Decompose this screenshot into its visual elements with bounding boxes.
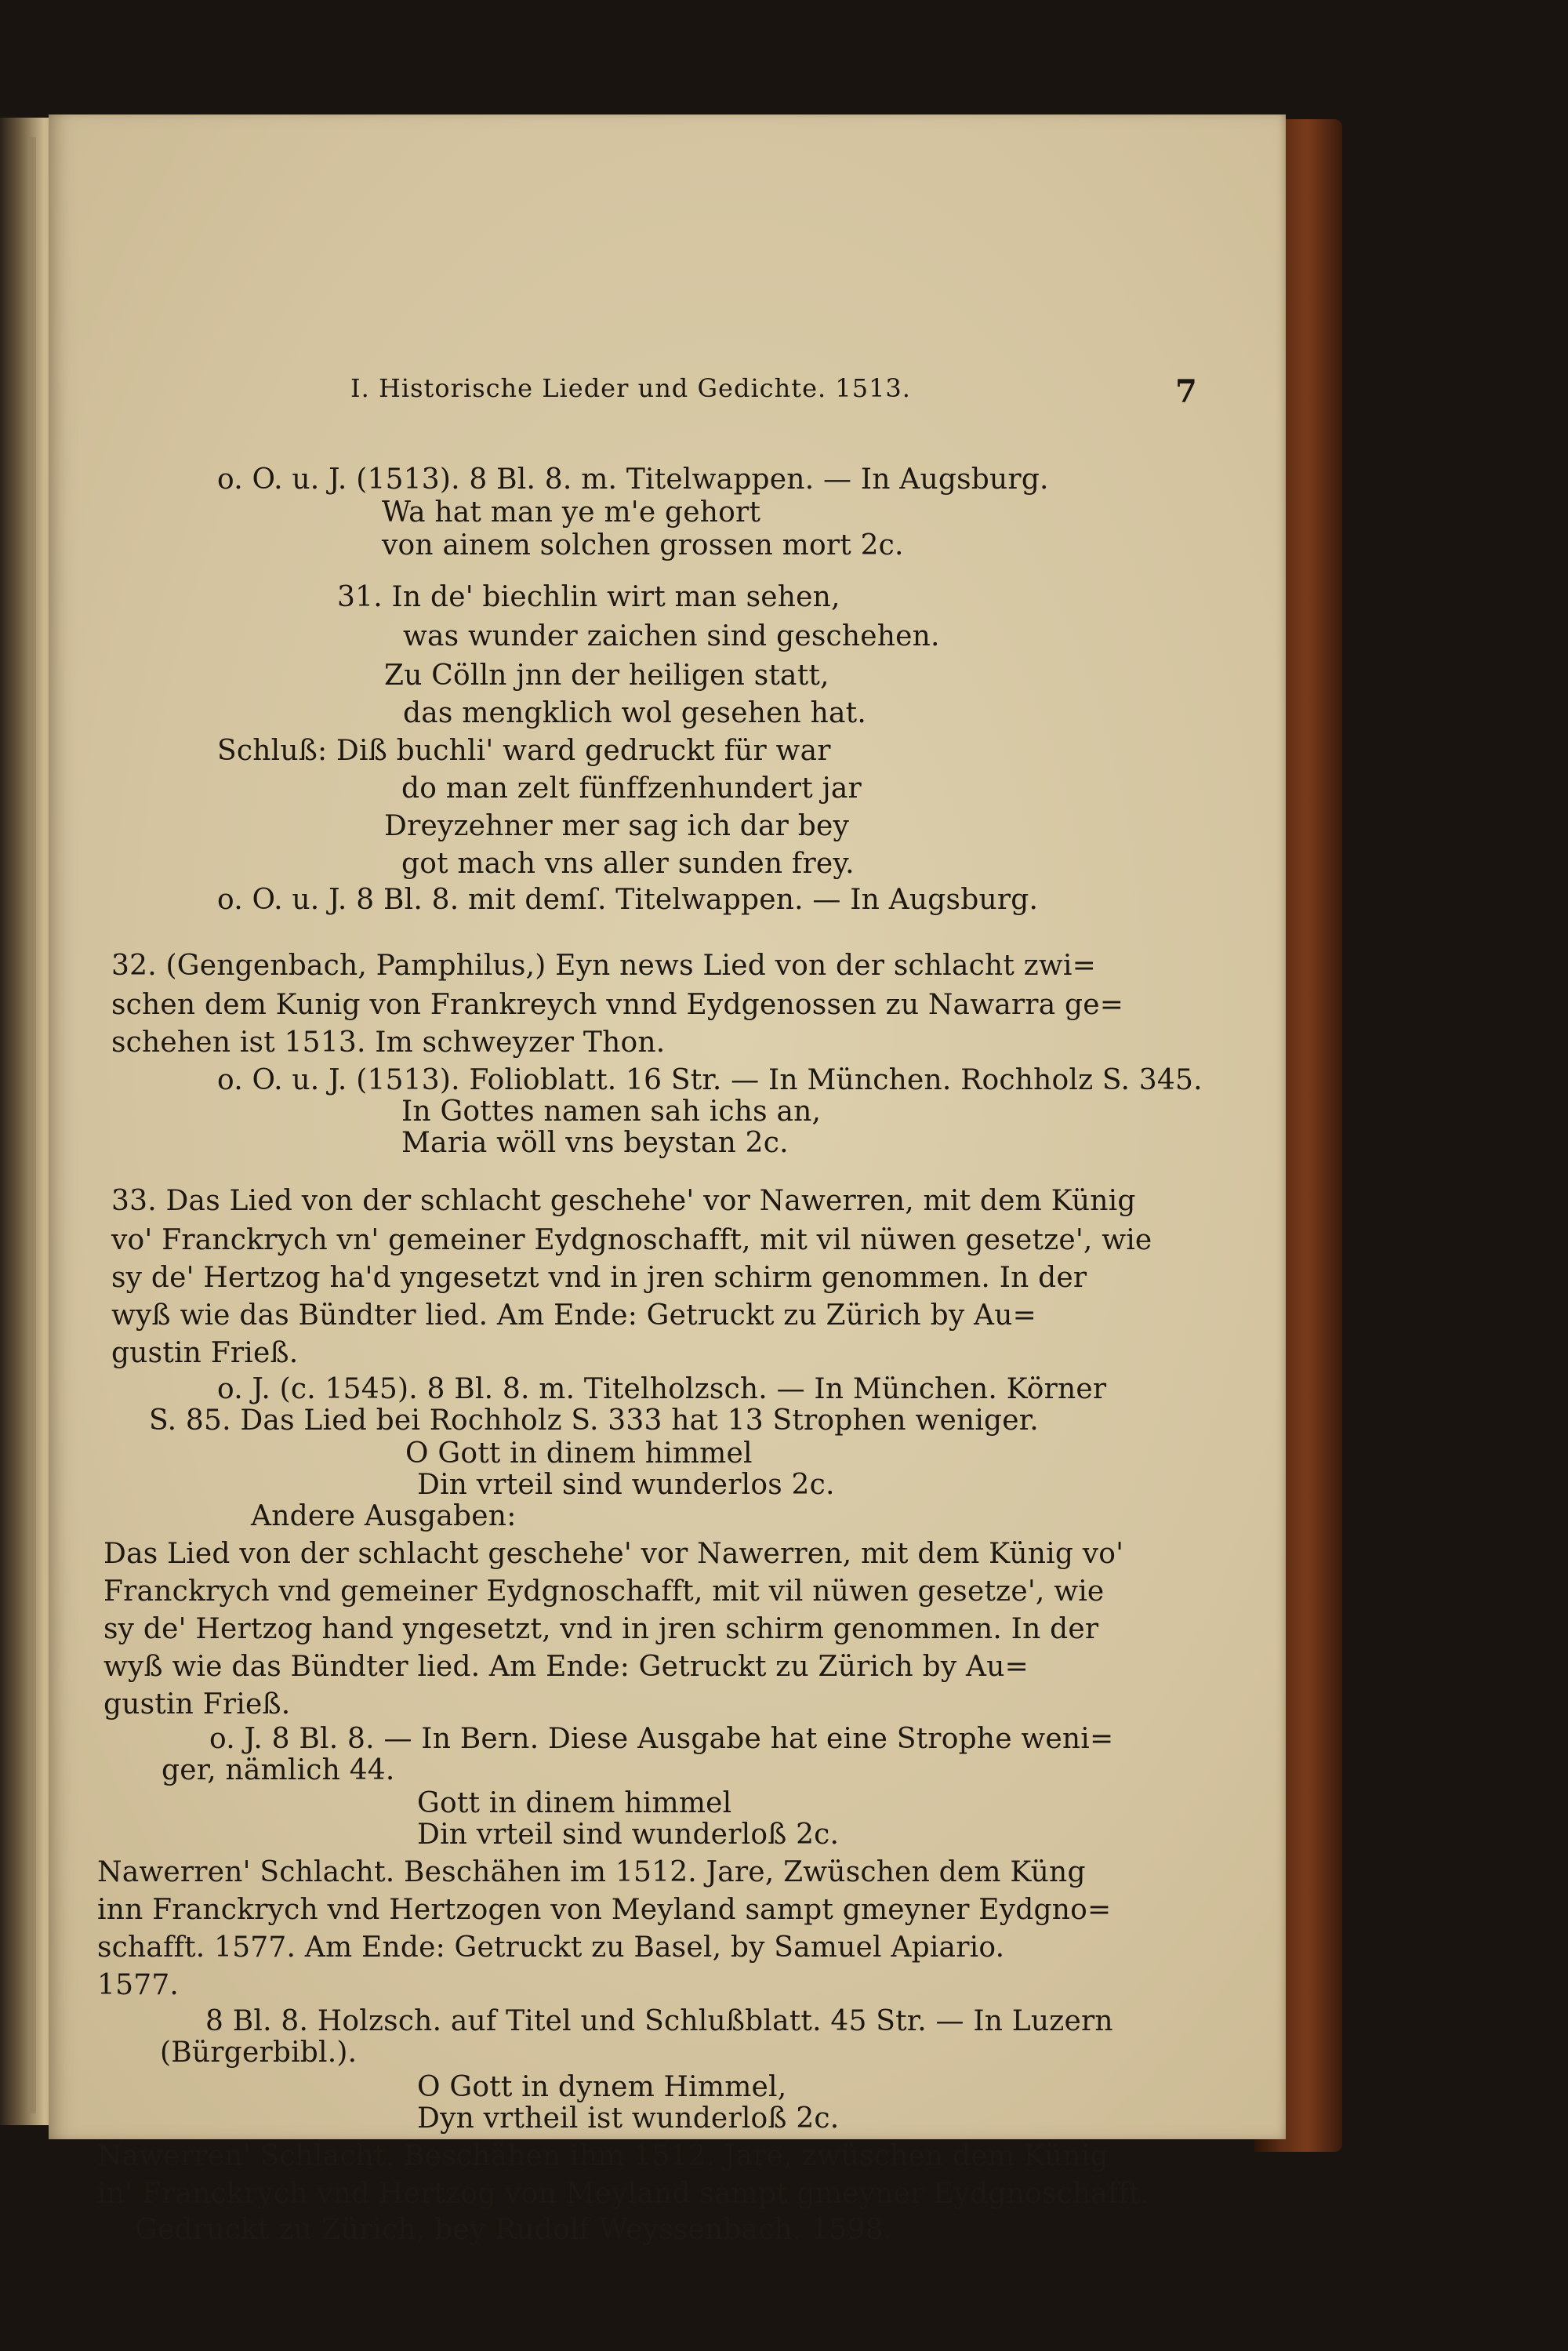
entry-33-line: sy de' Hertzog ha'd yngesetzt vnd in jren schirm genommen. In der — [111, 1262, 1087, 1294]
page-number: 7 — [1175, 373, 1197, 410]
entry-33-line: (Bürgerbibl.). — [160, 2037, 358, 2069]
entry-32-line: In Gottes namen sah ichs an, — [401, 1096, 822, 1128]
entry-33-line: Din vrteil sind wunderloß 2c. — [417, 1819, 840, 1851]
entry-33-line: o. J. 8 Bl. 8. — In Bern. Diese Ausgabe hat eine Strophe weni= — [209, 1723, 1114, 1755]
entry-32-line: Maria wöll vns beystan 2c. — [401, 1127, 789, 1159]
entry-33-line: Nawerren' Schlacht. Beschähen im 1512. Jare, Zwüschen dem Küng — [97, 1856, 1086, 1888]
entry-33-line: wyß wie das Bündter lied. Am Ende: Getruckt zu Zürich by Au= — [111, 1299, 1036, 1332]
entry-33-line: Franckrych vnd gemeiner Eydgnoschafft, mit vil nüwen gesetze', wie — [103, 1575, 1105, 1608]
entry-32-line: schehen ist 1513. Im schweyzer Thon. — [111, 1027, 666, 1059]
entry-33-line: Das Lied von der schlacht geschehe' vor Nawerren, mit dem Künig vo' — [103, 1538, 1124, 1570]
entry-31-line: Dreyzehner mer sag ich dar bey — [384, 810, 849, 842]
entry-33-line: sy de' Hertzog hand yngesetzt, vnd in jren schirm genommen. In der — [103, 1613, 1099, 1645]
entry-31-line: o. O. u. J. 8 Bl. 8. mit demſ. Titelwappen. — In Augsburg. — [217, 884, 1039, 916]
text-line: o. O. u. J. (1513). 8 Bl. 8. m. Titelwappen. — In Augsburg. — [217, 463, 1049, 496]
entry-32-line: o. O. u. J. (1513). Folioblatt. 16 Str. — In München. Rochholz S. 345. — [217, 1064, 1203, 1096]
entry-33-line: gustin Frieß. — [111, 1337, 299, 1369]
entry-33-line: wyß wie das Bündter lied. Am Ende: Getruckt zu Zürich by Au= — [103, 1651, 1029, 1683]
entry-33-line: in' Franckrych vnd Hertzog von Meyland sampt gmeyner Eydgnoschafft. — [97, 2178, 1150, 2210]
entry-33-line: S. 85. Das Lied bei Rochholz S. 333 hat 13 Strophen weniger. — [149, 1404, 1039, 1437]
text-line: von ainem solchen grossen mort 2c. — [382, 529, 904, 561]
entry-33-line: Dyn vrtheil ist wunderloß 2c. — [417, 2102, 840, 2135]
left-page-shadow — [30, 137, 36, 2113]
entry-33-line: Gedruckt zu Zürich, bey Rudolf Weyssenbach. 1598. — [135, 2214, 893, 2246]
entry-31-line: got mach vns aller sunden frey. — [401, 848, 855, 880]
entry-33-line: 33. Das Lied von der schlacht geschehe' vor Nawerren, mit dem Künig — [111, 1185, 1136, 1217]
entry-33-line: 1577. — [97, 1969, 180, 2001]
entry-32-line: schen dem Kunig von Frankreych vnnd Eydgenossen zu Nawarra ge= — [111, 989, 1124, 1021]
entry-33-line: 8 Bl. 8. Holzsch. auf Titel und Schlußblatt. 45 Str. — In Luzern — [205, 2005, 1113, 2037]
entry-33-line: inn Franckrych vnd Hertzogen von Meyland sampt gmeyner Eydgno= — [97, 1894, 1112, 1926]
entry-31-line: was wunder zaichen sind geschehen. — [403, 620, 940, 652]
entry-33-line: Nawerren' Schlacht. Beschähen ihm 1512. Jare, zwüschen dem Künig — [97, 2140, 1109, 2172]
book-page — [49, 114, 1286, 2246]
entry-33-line: schafft. 1577. Am Ende: Getruckt zu Basel, by Samuel Apiario. — [97, 1931, 1005, 1964]
entry-33-line: gustin Frieß. — [103, 1688, 291, 1721]
entry-31-line: Schluß: Diß buchli' ward gedruckt für war — [217, 735, 831, 767]
entry-31-line: das mengklich wol gesehen hat. — [403, 697, 866, 729]
entry-33-line: ger, nämlich 44. — [162, 1754, 395, 1786]
text-line: Wa hat man ye m'e gehort — [382, 496, 761, 529]
left-page-edge — [0, 118, 55, 2125]
entry-31-line: do man zelt fünffzenhundert jar — [401, 772, 862, 805]
entry-32-line: 32. (Gengenbach, Pamphilus,) Eyn news Lied von der schlacht zwi= — [111, 950, 1096, 982]
entry-33-line: vo' Franckrych vn' gemeiner Eydgnoschafft, mit vil nüwen gesetze', wie — [111, 1224, 1152, 1256]
running-header: I. Historische Lieder und Gedichte. 1513. — [350, 373, 911, 403]
entry-31-line: 31. In de' biechlin wirt man sehen, — [337, 581, 840, 613]
entry-33-line: Din vrteil sind wunderlos 2c. — [417, 1469, 835, 1501]
entry-33-line: O Gott in dinem himmel — [405, 1437, 753, 1470]
entry-31-line: Zu Cölln jnn der heiligen statt, — [384, 660, 829, 692]
other-editions-heading: Andere Ausgaben: — [251, 1500, 517, 1532]
entry-33-line: o. J. (c. 1545). 8 Bl. 8. m. Titelholzsch. — In München. Körner — [217, 1373, 1107, 1405]
entry-33-line: O Gott in dynem Himmel, — [417, 2071, 787, 2103]
entry-33-line: Gott in dinem himmel — [417, 1787, 732, 1819]
